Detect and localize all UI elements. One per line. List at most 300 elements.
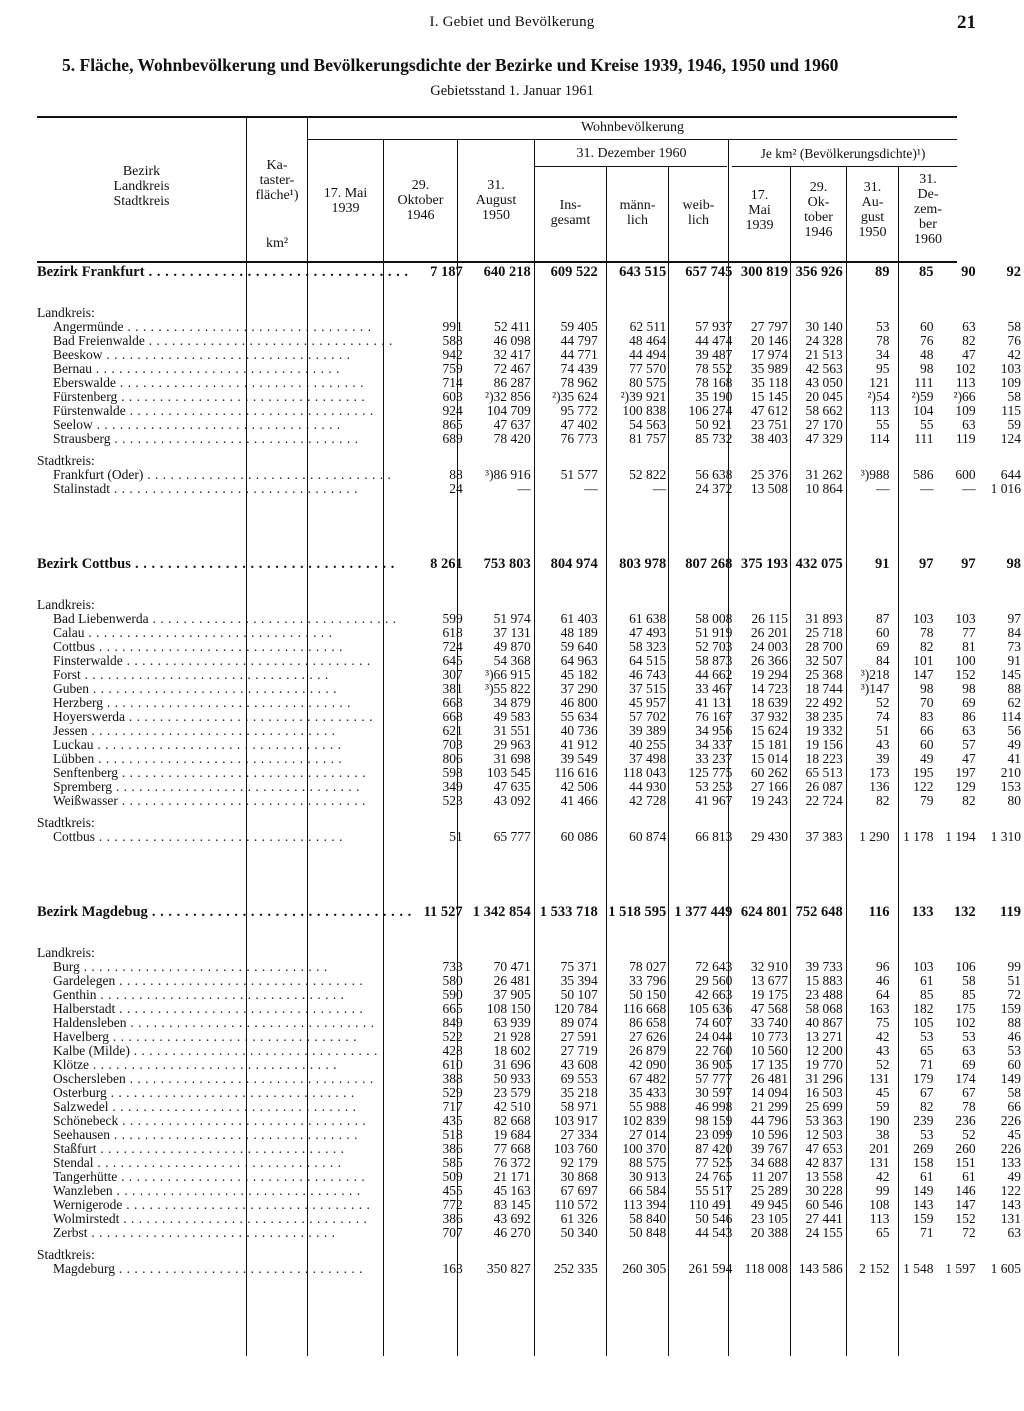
value-cell: 51 [1007,974,1021,988]
value-cell: 66 813 [695,830,733,844]
value-cell: 197 [955,766,976,780]
value-cell: ³)218 [860,668,890,682]
value-cell: 22 760 [695,1044,733,1058]
value-cell: 665 [442,1002,463,1016]
value-cell: ³)86 916 [485,468,531,482]
value-cell: 103 760 [553,1142,598,1156]
row-name-text: Bernau [53,362,92,376]
value-cell: 53 [876,320,890,334]
row-name [37,710,415,724]
table-row [37,418,1024,432]
value-cell: 59 405 [560,320,598,334]
table-row [37,334,1024,348]
value-cell: 27 441 [805,1212,843,1226]
table-row [37,1212,1024,1226]
value-cell: 52 822 [629,468,667,482]
header-pop-1950: 31. August 1950 [475,178,517,223]
value-cell: 21 513 [805,348,843,362]
value-cell: 703 [442,738,463,752]
row-name-text: Halberstadt [53,1002,116,1016]
value-cell: 37 383 [805,830,843,844]
value-cell: ²)39 921 [620,390,667,404]
value-cell: 31 698 [493,752,531,766]
value-cell: 585 [442,1156,463,1170]
table-row [37,320,1024,334]
value-cell: 509 [442,1170,463,1184]
value-cell: 261 594 [688,1262,733,1276]
value-cell: 78 168 [695,376,733,390]
value-cell: ²)66 [953,390,976,404]
value-cell: 87 420 [695,1142,733,1156]
row-name [37,1100,415,1114]
value-cell: 26 366 [750,654,789,668]
leader-dots [103,696,351,710]
value-cell: 49 870 [493,640,531,654]
value-cell: 77 668 [493,1142,531,1156]
value-cell: 25 368 [805,668,843,682]
value-cell: 41 967 [695,794,733,808]
value-cell: 58 068 [805,1002,843,1016]
value-cell: 96 [876,960,890,974]
value-cell: 111 [914,432,934,446]
table-row [37,668,1024,682]
value-cell: 66 [919,724,934,738]
value-cell: 143 586 [798,1262,843,1276]
header-area: Ka- taster- fläche¹) [255,158,299,203]
value-cell: 71 [919,1058,934,1072]
table-row [37,468,1024,482]
value-cell: 124 [1000,432,1021,446]
value-cell: 42 563 [805,362,843,376]
value-cell: 76 773 [560,432,598,446]
value-cell: 43 692 [493,1212,531,1226]
value-cell: 40 255 [629,738,667,752]
value-cell: 588 [442,334,463,348]
value-cell: 618 [442,626,463,640]
value-cell: 45 957 [629,696,667,710]
value-cell: 753 803 [483,556,531,572]
value-cell: 643 515 [619,264,667,280]
value-cell: 12 503 [805,1128,843,1142]
group-label-row [37,946,1024,960]
value-cell: 67 697 [560,1184,598,1198]
value-cell: 58 [1007,1086,1021,1100]
leader-dots [126,404,374,418]
value-cell: 803 978 [619,556,667,572]
leader-dots [117,1170,365,1184]
value-cell: 25 718 [805,626,843,640]
value-cell: 15 145 [750,390,789,404]
value-cell: 58 662 [805,404,843,418]
value-cell: 50 546 [695,1212,733,1226]
value-cell: 97 [918,556,934,572]
table-row [37,1100,1024,1114]
leader-dots [108,1100,356,1114]
value-cell: 26 879 [629,1044,667,1058]
value-cell: 44 930 [629,780,667,794]
value-cell: 103 [913,612,934,626]
value-cell: 61 [962,1170,976,1184]
value-cell: 122 [913,780,934,794]
value-cell: 29 560 [695,974,733,988]
value-cell: 88 [1007,1016,1021,1030]
value-cell: 53 363 [805,1114,843,1128]
value-cell: 110 491 [689,1198,733,1212]
value-cell: 50 933 [493,1072,531,1086]
value-cell: 113 [955,376,976,390]
value-cell: 27 014 [629,1128,667,1142]
table-row [37,738,1024,752]
value-cell: 14 723 [750,682,789,696]
leader-dots [131,556,395,572]
value-cell: ²)32 856 [485,390,531,404]
row-name [37,1016,415,1030]
leader-dots [107,1086,355,1100]
value-cell: 38 235 [805,710,843,724]
value-cell: 133 [911,904,934,920]
value-cell: 65 [919,1044,934,1058]
value-cell: 88 [1007,682,1021,696]
table-row [37,1058,1024,1072]
row-name-text: Stalinstadt [53,482,110,496]
row-name [37,1212,415,1226]
header-top-rule [37,116,957,118]
value-cell: 25 376 [750,468,789,482]
value-cell: 991 [442,320,463,334]
value-cell: 87 [876,612,890,626]
row-name-text: Magdeburg [53,1262,115,1276]
value-cell: 173 [869,766,890,780]
spacer-row [37,920,1024,946]
value-cell: 27 591 [560,1030,598,1044]
value-cell: 59 [1007,418,1021,432]
value-cell: 24 003 [750,640,789,654]
value-cell: 15 014 [750,752,789,766]
value-cell: 31 893 [805,612,843,626]
value-cell: 78 027 [629,960,667,974]
row-name-text: Bezirk Frankfurt [37,264,145,280]
value-cell: 58 [962,974,976,988]
leader-dots [118,766,366,780]
value-cell: 79 [919,794,934,808]
value-cell: 349 [442,780,463,794]
value-cell: 71 [919,1226,934,1240]
header-region: Bezirk Landkreis Stadtkreis [113,164,170,209]
value-cell: 33 740 [750,1016,789,1030]
row-name [37,320,415,334]
row-name-text: Gardelegen [53,974,116,988]
value-cell: 27 719 [560,1044,598,1058]
value-cell: 942 [442,348,463,362]
value-cell: 56 638 [695,468,733,482]
value-cell: 590 [442,988,463,1002]
value-cell: 34 956 [695,724,733,738]
leader-dots [93,418,341,432]
value-cell: 108 150 [486,1002,531,1016]
value-cell: 28 700 [805,640,843,654]
value-cell: 120 784 [553,1002,598,1016]
value-cell: 50 340 [560,1226,598,1240]
value-cell: 143 [913,1198,934,1212]
value-cell: 31 696 [493,1058,531,1072]
value-cell: 159 [913,1212,934,1226]
value-cell: 122 [1000,1184,1021,1198]
row-name-text: Angermünde [53,320,124,334]
value-cell: 772 [442,1198,463,1212]
value-cell: 586 [913,468,934,482]
value-cell: 201 [869,1142,890,1156]
value-cell: 455 [442,1184,463,1198]
value-cell: 644 [1000,468,1021,482]
leader-dots [97,988,345,1002]
table-row [37,390,1024,404]
value-cell: 64 [876,988,890,1002]
value-cell: 36 905 [695,1058,733,1072]
value-cell: 210 [1000,766,1021,780]
value-cell: 43 [876,1044,890,1058]
row-name-text: Luckau [53,738,94,752]
value-cell: 78 [962,1100,976,1114]
value-cell: 27 166 [750,780,789,794]
value-cell: 48 464 [629,334,667,348]
value-cell: 53 [919,1030,934,1044]
row-name [37,1114,415,1128]
value-cell: — [652,482,667,496]
value-cell: 46 270 [493,1226,531,1240]
value-cell: 35 433 [629,1086,667,1100]
value-cell: 53 253 [695,780,733,794]
row-name-text: Finsterwalde [53,654,123,668]
value-cell: 15 624 [750,724,789,738]
group-label-row [37,1248,1024,1262]
value-cell: 16 503 [805,1086,843,1100]
value-cell: 807 268 [685,556,733,572]
value-cell: 78 552 [695,362,733,376]
row-name [37,362,415,376]
value-cell: 116 616 [554,766,598,780]
leader-dots [149,612,397,626]
bezirk-total-row [37,904,1024,920]
leader-dots [123,320,371,334]
value-cell: 18 223 [805,752,843,766]
value-cell: 58 840 [629,1212,667,1226]
row-name [37,1226,415,1240]
value-cell: 1 310 [990,830,1021,844]
table-row [37,404,1024,418]
leader-dots [97,1142,345,1156]
header-d1960: 31. De- zem- ber 1960 [914,172,942,247]
leader-dots [148,904,412,920]
table-row [37,376,1024,390]
value-cell: 47 653 [805,1142,843,1156]
row-name-text: Salzwedel [53,1100,109,1114]
value-cell: 69 [962,1058,976,1072]
value-cell: 76 [919,334,934,348]
header-pop-1946: 29. Oktober 1946 [397,178,444,223]
group-label: Landkreis: [37,598,95,612]
value-cell: 62 511 [629,320,667,334]
value-cell: 58 [1007,320,1021,334]
value-cell: 33 237 [695,752,733,766]
value-cell: 113 394 [622,1198,667,1212]
value-cell: 804 974 [550,556,598,572]
value-cell: 77 525 [695,1156,733,1170]
value-cell: 924 [442,404,463,418]
value-cell: 60 [919,320,934,334]
leader-dots [112,780,360,794]
value-cell: 82 [962,794,976,808]
row-name [37,682,415,696]
value-cell: 78 962 [560,376,598,390]
value-cell: 523 [442,794,463,808]
value-cell: 58 008 [695,612,733,626]
value-cell: 19 175 [750,988,789,1002]
row-name [37,640,415,654]
value-cell: 17 135 [750,1058,789,1072]
header-d1950: 31. Au- gust 1950 [858,180,887,240]
table-row [37,830,1024,844]
value-cell: 27 334 [560,1128,598,1142]
row-name [37,696,415,710]
value-cell: 19 243 [750,794,789,808]
value-cell: 116 668 [622,1002,667,1016]
value-cell: 35 989 [750,362,789,376]
row-name [37,404,415,418]
value-cell: 103 917 [553,1114,598,1128]
row-name-text: Klötze [53,1058,89,1072]
value-cell: 60 874 [629,830,667,844]
table-title: 5. Fläche, Wohnbevölkerung und Bevölkerungsdichte der Bezirke und Kreise 1939, 1946, 1950 und 1960 [62,55,839,75]
value-cell: 114 [869,432,890,446]
row-name-text: Zerbst [53,1226,88,1240]
row-name [37,794,415,808]
value-cell: 26 481 [750,1072,789,1086]
value-cell: 98 [919,362,934,376]
value-cell: 114 [1001,710,1021,724]
value-cell: 51 [449,830,463,844]
value-cell: 34 337 [695,738,733,752]
value-cell: 724 [442,640,463,654]
group-label: Landkreis: [37,946,95,960]
value-cell: 60 [919,738,934,752]
row-name-text: Fürstenwalde [53,404,126,418]
value-cell: 98 159 [695,1114,733,1128]
table-row [37,1142,1024,1156]
value-cell: 98 [1006,556,1021,572]
value-cell: 624 801 [740,904,789,920]
value-cell: 26 115 [751,612,789,626]
value-cell: 24 044 [695,1030,733,1044]
row-name-text: Guben [53,682,89,696]
row-name [37,612,415,626]
value-cell: 82 668 [493,1114,531,1128]
row-name [37,1058,415,1072]
table-row [37,1114,1024,1128]
value-cell: 752 648 [795,904,843,920]
table-row [37,1156,1024,1170]
value-cell: 22 492 [805,696,843,710]
value-cell: 174 [955,1072,976,1086]
row-name [37,668,415,682]
value-cell: 147 [955,1198,976,1212]
leader-dots [130,1044,378,1058]
spacer-row [37,572,1024,598]
value-cell: 158 [913,1156,934,1170]
value-cell: 47 [962,752,976,766]
value-cell: 159 [1000,1002,1021,1016]
leader-dots [117,390,365,404]
value-cell: 60 546 [805,1198,843,1212]
table-row [37,1262,1024,1276]
value-cell: 85 [919,988,934,1002]
value-cell: 43 050 [805,376,843,390]
value-cell: 121 [869,376,890,390]
value-cell: 69 [876,640,890,654]
leader-dots [118,1114,366,1128]
row-name-text: Hoyerswerda [53,710,125,724]
value-cell: 24 765 [695,1170,733,1184]
value-cell: 11 527 [423,904,463,920]
value-cell: 100 [955,654,976,668]
header-pop-1939: 17. Mai 1939 [323,186,368,216]
row-name-text: Schönebeck [53,1114,119,1128]
value-cell: ³)55 822 [485,682,531,696]
row-name-text: Frankfurt (Oder) [53,468,144,482]
value-cell: 72 [1007,988,1021,1002]
header-d1939: 17. Mai 1939 [745,188,774,233]
row-name-text: Wolmirstedt [53,1212,120,1226]
table-row [37,626,1024,640]
row-name-text: Seelow [53,418,93,432]
value-cell: 103 [955,612,976,626]
table-row [37,1184,1024,1198]
value-cell: 151 [955,1156,976,1170]
value-cell: 55 634 [560,710,598,724]
value-cell: 72 [962,1226,976,1240]
value-cell: 65 777 [493,830,531,844]
value-cell: 179 [913,1072,934,1086]
value-cell: 599 [442,612,463,626]
header-female: weib- lich [682,198,715,228]
value-cell: 89 074 [560,1016,598,1030]
value-cell: 1 605 [990,1262,1021,1276]
value-cell: 53 [919,1128,934,1142]
value-cell: 21 928 [493,1030,531,1044]
value-cell: 44 543 [695,1226,733,1240]
leader-dots [126,1072,374,1086]
value-cell: 50 107 [560,988,598,1002]
value-cell: 17 974 [750,348,789,362]
value-cell: 39 487 [695,348,733,362]
value-cell: 83 145 [493,1198,531,1212]
value-cell: 15 883 [805,974,843,988]
value-cell: 61 [919,1170,934,1184]
value-cell: 63 [962,418,976,432]
value-cell: 118 043 [622,766,667,780]
value-cell: 30 597 [695,1086,733,1100]
value-cell: 52 411 [494,320,531,334]
value-cell: 67 [962,1086,976,1100]
value-cell: 58 971 [560,1100,598,1114]
row-name [37,1142,415,1156]
value-cell: 52 703 [695,640,733,654]
value-cell: 45 182 [560,668,598,682]
value-cell: 39 389 [629,724,667,738]
value-cell: 13 271 [805,1030,843,1044]
value-cell: 1 194 [945,830,976,844]
value-cell: 152 [955,1212,976,1226]
table-row [37,612,1024,626]
